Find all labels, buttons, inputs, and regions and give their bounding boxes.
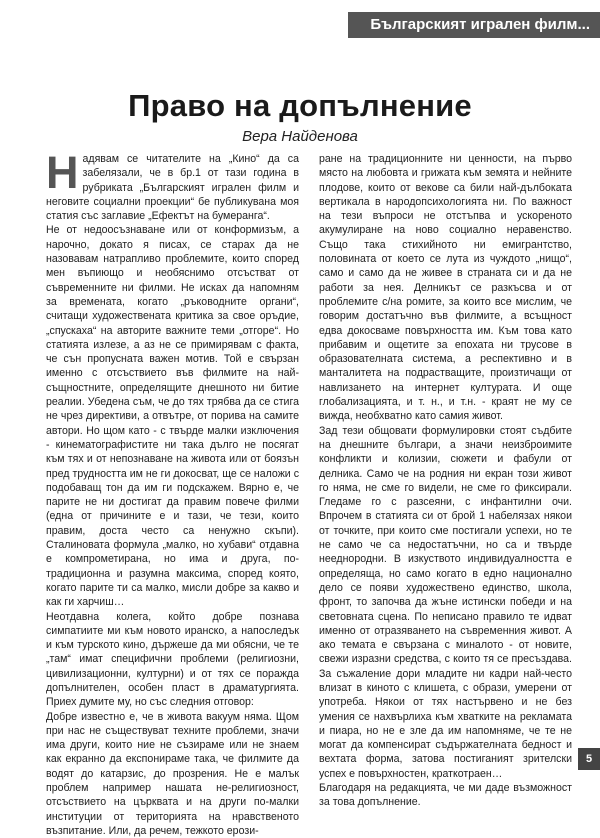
paragraph: Зад тези общовати формулировки стоят съдбите на днешните българи, а значи неизброимите конфликти и колизии, сюжети и фабули от делника. Само че на родния ни екран този живот го няма, не сме го видели, не сме го фиксирали. Гледаме го с разсеяни, с инфантилни очи. Впрочем в статията си от брой 1 набелязах някои от точките, при които сме постигали успехи, но те не само че са недостатъчни, но са и твърде нееднородни. В изкуството индивидуалността е определяща, но само когато в едно национално дело се появи художествено единство, школа, фронт, то започва да жъне истински победи и на световната сцена. По неписано правило те идват именно от отразяването на съвременния живот. А ако темата е свързана с миналото - от новите, свежи изразни средства, с които тя се пресъздава. За съжаление дори младите ни кадри най-често влизат в киното с клишета, с образи, умерени от употреба. Някои от тях настървено и не без умения се нахвърлиха към хватките на рекламата и пиара, но не е зле да им напомняме, че те не могат да компенсират съдържателната бедност и вехтата форма, затова постиганият зрителски успех е повърхностен, краткотраен… [319, 424, 572, 780]
paragraph: Благодаря на редакцията, че ми даде възможност за това допълнение. [319, 782, 572, 809]
column-right [319, 152, 572, 809]
section-header-title: Българският игрален филм... [370, 16, 590, 33]
section-header [348, 12, 600, 38]
drop-cap: Н [46, 147, 79, 198]
paragraph: Не от недоосъзнаване или от конформизъм, а нарочно, докато я писах, се старах да не назовавам натрапливо проблемите, които според мен въпиющо и необяснимо отсъстват от съвременните ни филми. Не исках да напомням за времената, когато „ръководните органи“, считащи художествената критика за свое оръдие, „спускаха“ на авторите важните теми „отгоре“. Но статията излезе, а аз не се примирявам с факта, че сън пропусната важен мотив. Той е свързан именно с отсъствието във филмите на най-същностните, определящите днешното ни битие реалии. Убедена съм, че до тях трябва да се стига не чрез директиви, а отвътре, от порива на самите автори. Но щом като - с твърде малки изключения - кинематографистите ни така дълго не посягат към тях и от непознаване на живота или от боязън пред трудността им не ги докосват, ще се наложи с подобаващ тон да им ги подскажем. Вярно е, че парите не ни достигат да правим повече филми (една от причините е и тази, че тези, които правим, доста често са ненужно скъпи). Сталиновата формула „малко, но хубави“ отдавна е компрометирана, но има и друга, по-традиционна и разумна максима, според която, когато парите ти са малко, мисли добре за какво и как ги харчиш… [46, 224, 299, 609]
article-author: Вера Найденова [242, 128, 358, 145]
paragraph [46, 147, 299, 223]
paragraph: Добре известно е, че в живота вакуум няма. Щом при нас не съществуват техните проблеми, значи има други, които ние не съзираме или не знаем как екранно да експонираме така, че филмите да водят до катарзис, до прозрения. Не е малък проблем например нашата не-религиозност, отсъствието на църквата и на други по-малки институции от територията на нравственото възпитание. Или, да речем, тежкото ерози- [46, 710, 299, 837]
paragraph: ране на традиционните ни ценности, на първо място на любовта и грижата към земята и нейните плодове, които от векове са били най-дълбоката вертикала в народопсихологията ни. По важност на тези въпроси не отстъпва и ускореното акумулиране на ново социално неравенство. Също така стихийното ни емигрантство, половината от което се лута из чуждото „нищо“, само и само да не живее в страната си и да не работи за нея. Делникът се разкъсва и от проблемите с/на ромите, за които все мислим, че говорим достатъчно във филмите, а всъщност едва докосваме повърхността им. Към това като прибавим и ощетите за епохата ни трусове в образователната система, а респективно и в манталитета на подрастващите, произтичащи от навлизането на интернет културата. И още глобализацията, и т. н., и т.н. - краят не му се вижда, необхватно като самия живот. [319, 153, 572, 423]
article-body [46, 147, 572, 837]
page-number: 5 [578, 748, 600, 770]
article-title: Право на допълнение [128, 88, 472, 123]
paragraph-text: адявам се читателите на „Кино“ да са забелязали, че в бр.1 от тази година в рубриката „Българският игрален филм и неговите социални проекции“ бе публикувана моя статия със заглавие „Ефектът на бумеранга“. [46, 153, 299, 223]
column-left [46, 147, 299, 837]
paragraph: Неотдавна колега, който добре познава симпатиите ми към новото иранско, а напоследък и към турското кино, държеше да ми обясни, че те „там“ имат специфични проблеми (религиозни, цивилизационни, културни) и от тях се поражда допълнителен, особен пласт в драматургията. Приех думите му, но със следния отговор: [46, 610, 299, 709]
